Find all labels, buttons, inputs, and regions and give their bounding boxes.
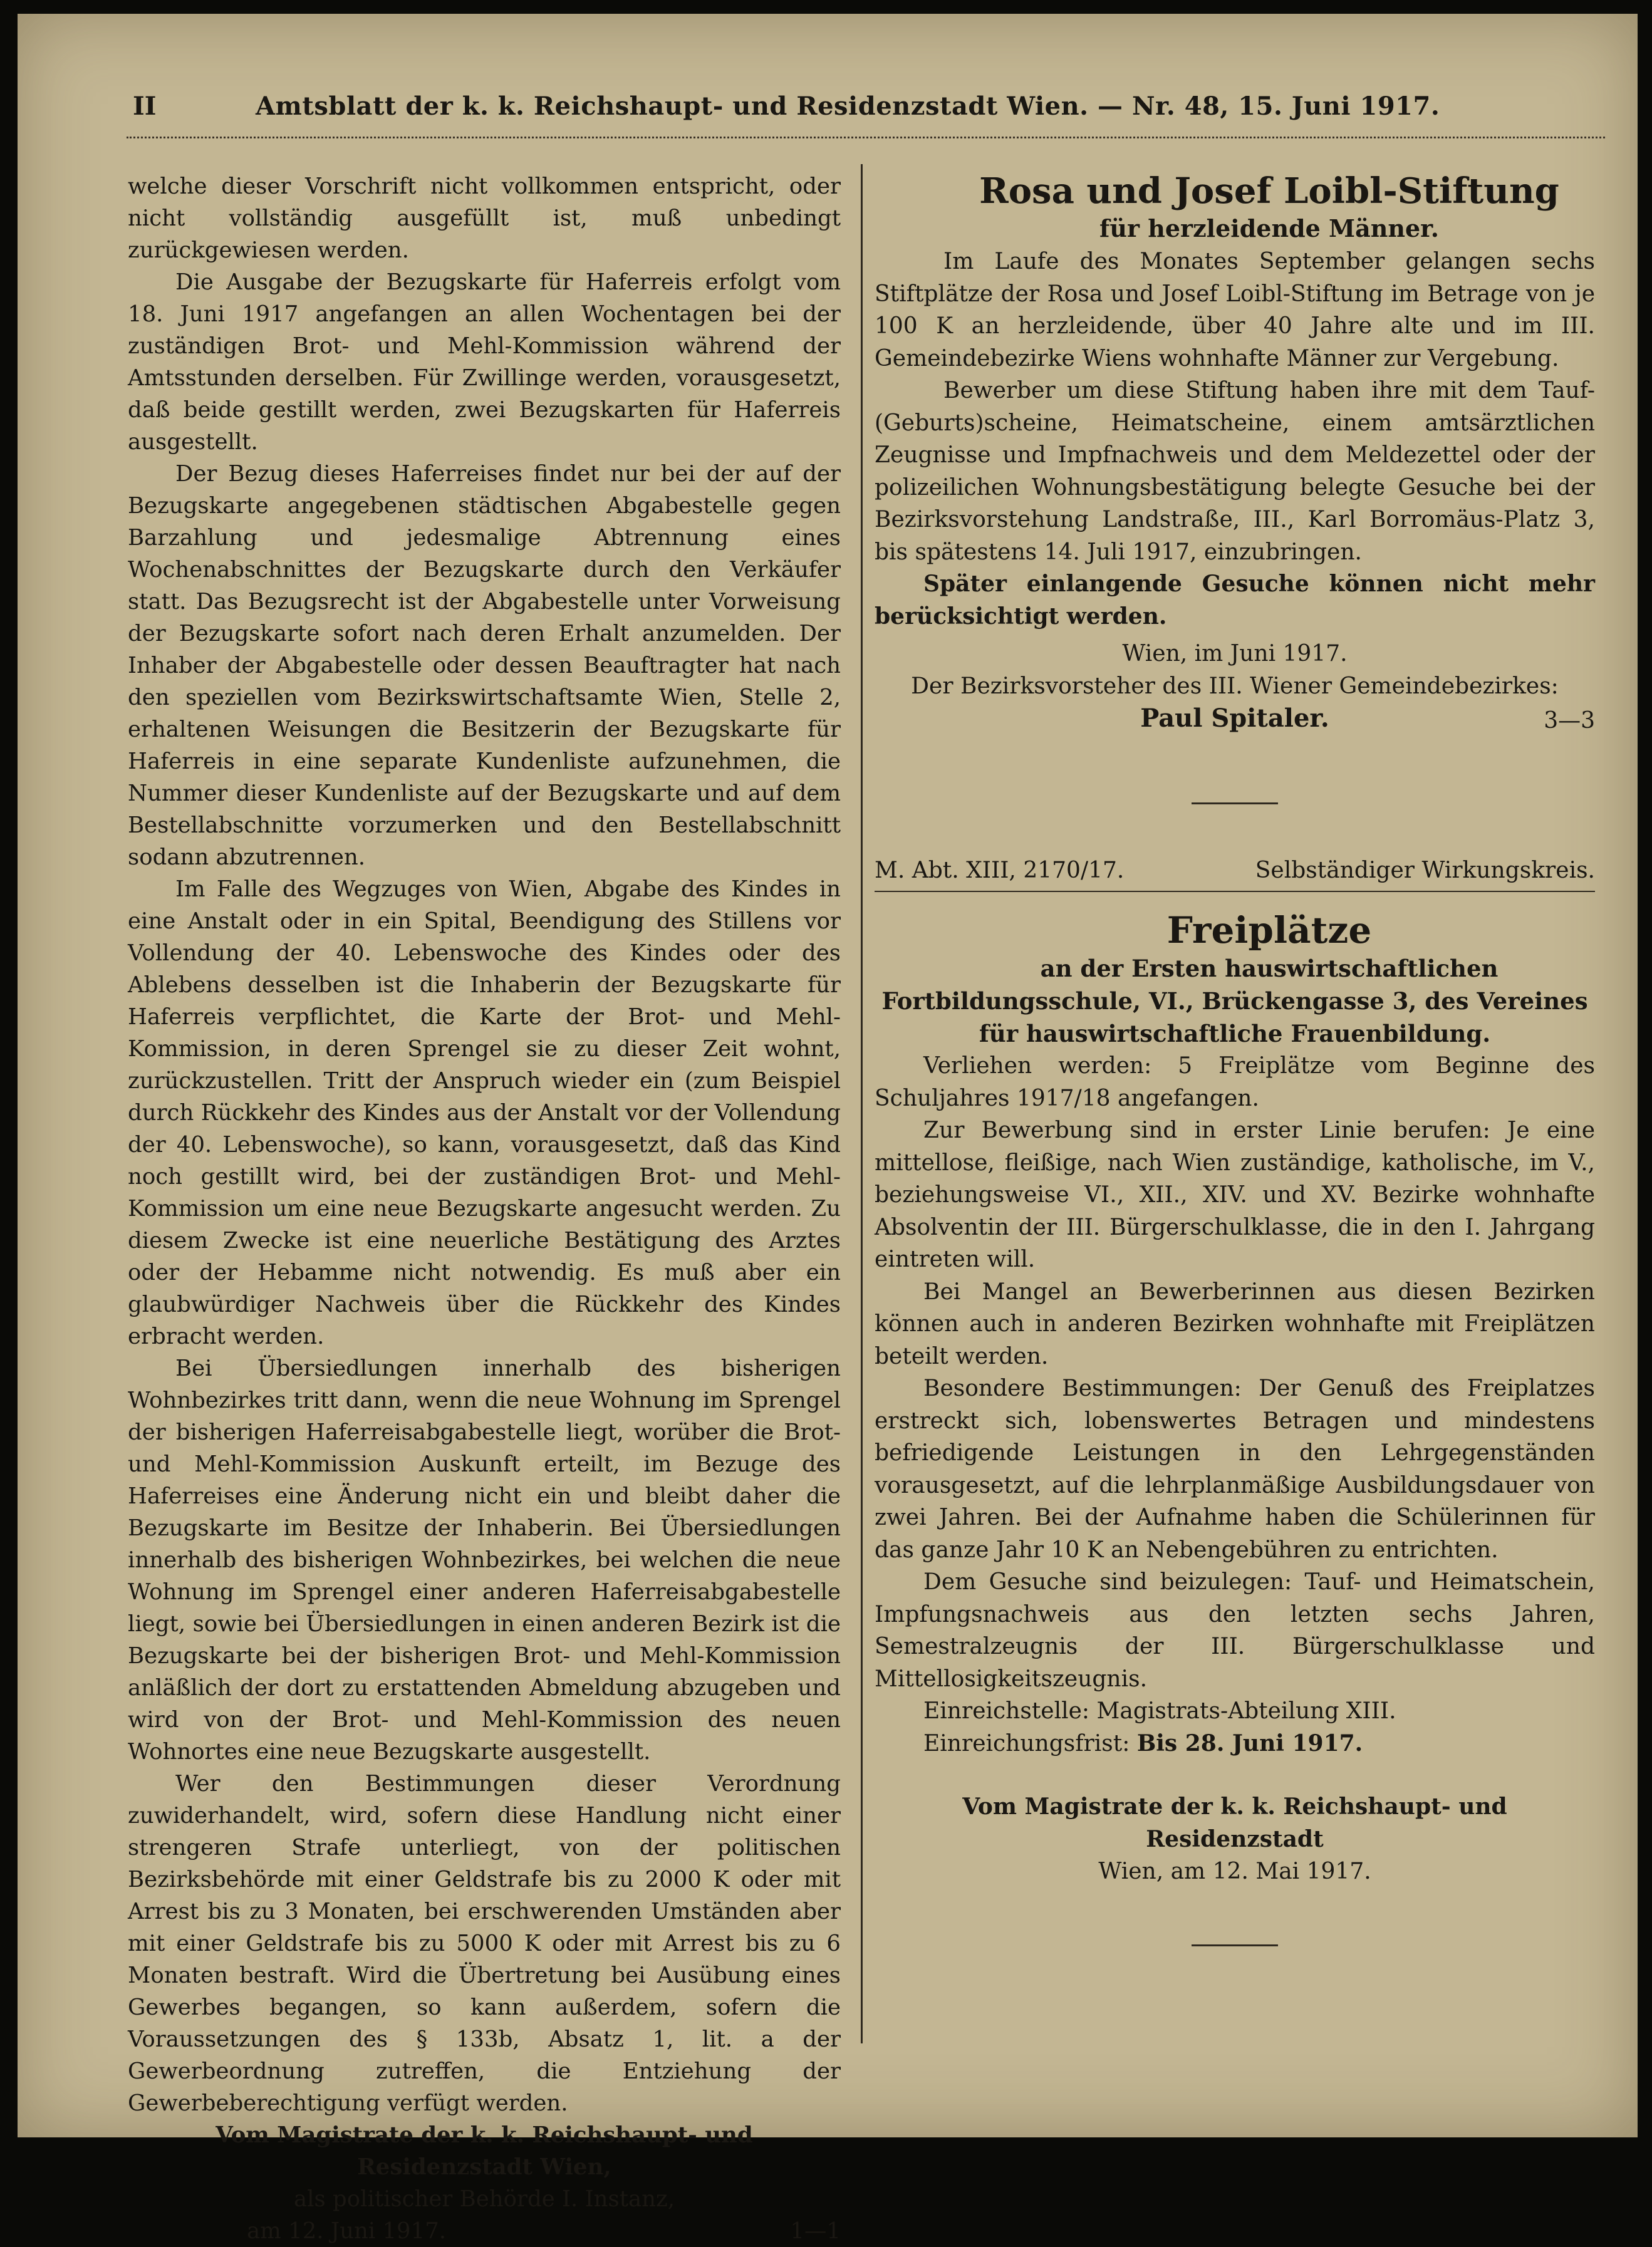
paragraph: Bewerber um diese Stiftung haben ihre mit dem Tauf- (Geburts)scheine, Heimatscheine, einem amtsärztlichen Zeugnisse und Impfnachweis und dem Meldezettel oder der polizeilichen Wohnungsbestätigung belegte Gesuche bei der Bezirksvorstehung Landstraße, III., Karl Borromäus-Platz 3, bis spätestens 14. Juli 1917, einzubringen. — [875, 378, 1595, 565]
notice-title: Freiplätze — [1166, 909, 1372, 952]
closing-date: am 12. Juni 1917. — [247, 2218, 447, 2244]
paragraph: Die Ausgabe der Bezugskarte für Haferreis erfolgt vom 18. Juni 1917 angefangen an allen Wochentagen bei der zuständigen Brot- und Mehl-Kommission während der Amtsstunden derselben. Für Zwillinge werden, vorausgesetzt, daß beide gestillt werden, zwei Bezugskarten für Haferreis ausgestellt. — [128, 269, 841, 455]
place-date: Wien, im Juni 1917. — [1122, 641, 1348, 667]
signature-row — [875, 702, 1595, 740]
reference-number: M. Abt. XIII, 2170/17. — [875, 858, 1125, 883]
paragraph: Besondere Bestimmungen: Der Genuß des Freiplatzes erstreckt sich, lobenswertes Betragen und mindestens befriedigende Leistungen in den Lehrgegenständen vorausgesetzt, auf die lehrplanmäßige Ausbildungsdauer von zwei Jahren. Bei der Aufnahme haben die Schülerinnen für das ganze Jahr 10 K an Nebengebühren zu entrichten. — [875, 1376, 1595, 1563]
closing-role: als politischer Behörde I. Instanz, — [294, 2186, 675, 2212]
page-number: II — [133, 91, 157, 121]
newspaper-page — [18, 14, 1638, 2244]
paragraph: Bei Übersiedlungen innerhalb des bisherigen Wohnbezirkes tritt dann, wenn die neue Wohnung im Sprengel der bisherigen Haferreisabgabestelle liegt, worüber die Brot- und Mehl-Kommission Auskunft erteilt, im Bezuge des Haferreises eine Änderung nicht ein und bleibt daher die Bezugskarte im Besitze der Inhaberin. Bei Übersiedlungen innerhalb des bisherigen Wohnbezirkes, bei welchen die neue Wohnung im Sprengel einer anderen Haferreisabgabestelle liegt, sowie bei Übersiedlungen in einen anderen Bezirk ist die Bezugskarte bei der bisherigen Brot- und Mehl-Kommission anläßlich der dort zu erstattenden Abmeldung abzugeben und wird von der Brot- und Mehl-Kommission des neuen Wohnortes eine neue Bezugskarte ausgestellt. — [128, 1356, 841, 1765]
gazette-title: Amtsblatt der k. k. Reichshaupt- und Residenzstadt Wien. — Nr. 48, 15. Juni 1917. — [256, 91, 1440, 121]
closing-authority: Vom Magistrate der k. k. Reichshaupt- und Residenzstadt — [962, 1793, 1507, 1852]
notice-title: Rosa und Josef Loibl-Stiftung — [979, 170, 1559, 212]
deadline-label: Einreichungsfrist: — [923, 1730, 1130, 1757]
deadline-value: Bis 28. Juni 1917. — [1136, 1730, 1363, 1757]
closing-date-row — [128, 2215, 841, 2247]
notice-loibl-foundation — [875, 170, 1595, 854]
paragraph: Zur Bewerbung sind in erster Linie berufen: Je eine mittellose, fleißige, nach Wien zuständige, katholische, im V., beziehungsweise VI., XII., XIV. und XV. Bezirke wohnhafte Absolventin der III. Bürgerschulklasse, die in den I. Jahrgang eintreten will. — [875, 1118, 1595, 1272]
paragraph: Bei Mangel an Bewerberinnen aus diesen Bezirken können auch in anderen Bezirken wohnhafte mit Freiplätzen beteilt werden. — [875, 1279, 1595, 1369]
scope-label: Selbständiger Wirkungskreis. — [1255, 858, 1595, 883]
page-header — [133, 91, 1440, 130]
section-separator — [1192, 1944, 1278, 1946]
paragraph: Wer den Bestimmungen dieser Verordnung zuwiderhandelt, wird, sofern diese Handlung nicht einer strengeren Strafe unterliegt, von der politischen Bezirksbehörde mit einer Geldstrafe bis zu 2000 K oder mit Arrest bis zu 3 Monaten, bei erschwerenden Umständen aber mit einer Geldstrafe bis zu 5000 K oder mit Arrest bis zu 6 Monaten bestraft. Wird die Übertretung bei Ausübung eines Gewerbes begangen, so kann außerdem, sofern die Voraussetzungen des § 133b, Absatz 1, lit. a der Gewerbeordnung zutreffen, die Entziehung der Gewerbeberechtigung verfügt werden. — [128, 1771, 841, 2116]
submission-office: Einreichstelle: Magistrats-Abteilung XIII. — [923, 1698, 1396, 1724]
header-rule — [127, 137, 1605, 138]
reference-row — [875, 854, 1595, 887]
signatory-role: Der Bezirksvorsteher des III. Wiener Gemeindebezirkes: — [911, 673, 1559, 699]
notice-number: 3—3 — [1544, 708, 1595, 734]
paragraph: Verliehen werden: 5 Freiplätze vom Beginne des Schuljahres 1917/18 angefangen. — [875, 1053, 1595, 1111]
paragraph: Im Falle des Wegzuges von Wien, Abgabe des Kindes in eine Anstalt oder in ein Spital, Beendigung des Stillens vor Vollendung der 40. Lebenswoche des Kindes oder des Ablebens desselben ist die Inhaberin der Bezugskarte für Haferreis verpflichtet, die Karte der Brot- und Mehl-Kommission, in deren Sprengel sie zu dieser Zeit wohnt, zurückzustellen. Tritt der Anspruch wieder ein (zum Beispiel durch Rückkehr des Kindes aus der Anstalt vor der Vollendung der 40. Lebenswoche), so kann, vorausgesetzt, daß das Kind noch gestillt wird, bei der zuständigen Brot- und Mehl-Kommission um eine neue Bezugskarte angesucht werden. Zu diesem Zwecke ist eine neuerliche Bestätigung des Arztes oder der Hebamme nicht notwendig. Es muß aber ein glaubwürdiger Nachweis über die Rückkehr des Kindes erbracht werden. — [128, 876, 841, 1349]
right-column — [875, 170, 1595, 1946]
notice-freeplaces — [875, 854, 1595, 1946]
notice-subtitle: für herzleidende Männer. — [1099, 214, 1439, 242]
paragraph: welche dieser Vorschrift nicht vollkommen entspricht, oder nicht vollständig ausgefüllt ist, muß unbedingt zurückgewiesen werden. — [128, 174, 841, 263]
closing-place-date: Wien, am 12. Mai 1917. — [1098, 1859, 1371, 1884]
column-divider — [861, 164, 863, 2043]
paragraph: Der Bezug dieses Haferreises findet nur bei der auf der Bezugskarte angegebenen städtischen Abgabestelle gegen Barzahlung und jedesmalige Abtrennung eines Wochenabschnittes der Bezugskarte durch den Verkäufer statt. Das Bezugsrecht ist der Abgabestelle unter Vorweisung der Bezugskarte sofort nach deren Erhalt anzumelden. Der Inhaber der Abgabestelle oder dessen Beauftragter hat nach den speziellen vom Bezirkswirtschaftsamte Wien, Stelle 2, erhaltenen Weisungen die Besitzerin der Bezugskarte für Haferreis in eine separate Kundenliste aufzunehmen, die Nummer dieser Kundenliste auf der Bezugskarte und auf dem Bestellabschnitte vorzumerken und den Bestellabschnitt sodann abzutrennen. — [128, 461, 841, 870]
closing-number: 1—1 — [790, 2218, 841, 2244]
deadline-line — [875, 1728, 1595, 1760]
paragraph: Im Laufe des Monates September gelangen sechs Stiftplätze der Rosa und Josef Loibl-Stiftung im Betrage von je 100 K an herzleidende, über 40 Jahre alte und im III. Gemeindebezirke Wiens wohnhafte Männer zur Vergebung. — [875, 249, 1595, 371]
left-column — [128, 170, 841, 2247]
notice-subtitle: an der Ersten hauswirtschaftlichen Fortbildungsschule, VI., Brückengasse 3, des Vereines für hauswirtschaftliche Frauenbildung. — [881, 955, 1588, 1047]
paragraph: Später einlangende Gesuche können nicht mehr berücksichtigt werden. — [875, 571, 1595, 630]
signatory-name: Paul Spitaler. — [1140, 703, 1329, 733]
closing-authority: Vom Magistrate der k. k. Reichshaupt- und Residenzstadt Wien, — [216, 2122, 753, 2180]
paragraph: Dem Gesuche sind beizulegen: Tauf- und Heimatschein, Impfungsnachweis aus den letzten sechs Jahren, Semestralzeugnis der III. Bürgerschulklasse und Mittellosigkeitszeugnis. — [875, 1569, 1595, 1692]
